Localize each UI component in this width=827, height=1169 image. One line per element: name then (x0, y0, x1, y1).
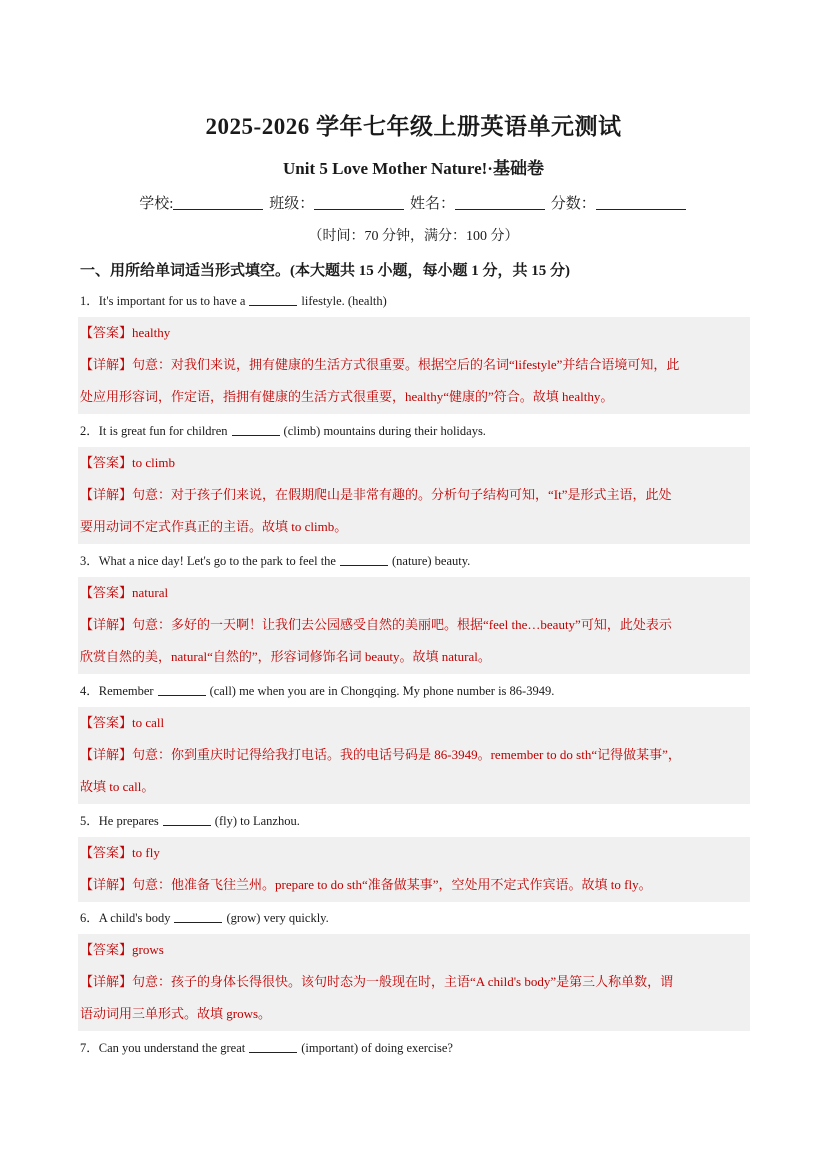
student-info-row (0, 192, 827, 213)
section-title: 一、用所给单词适当形式填空。(本大题共 15 小题，每小题 1 分，共 15 分) (80, 263, 570, 279)
school-blank (173, 195, 263, 210)
answer-text: to climb (132, 455, 175, 470)
answer-line-6: 【答案】grows (80, 942, 164, 957)
question-2: 2．It is great fun for children (climb) mountains during their holidays. (80, 424, 486, 438)
explanation-4: 【详解】句意：你到重庆时记得给我打电话。我的电话号码是 86-3949。remember to do sth“记得做某事”， 故填 to call。 (80, 747, 681, 794)
answer-blank (232, 423, 280, 436)
answer-text: grows (132, 942, 164, 957)
question-3: 3．What a nice day! Let's go to the park to feel the (nature) beauty. (80, 554, 471, 568)
question-7: 7．Can you understand the great (important) of doing exercise? (80, 1041, 453, 1055)
explanation-1: 【详解】句意：对我们来说，拥有健康的生活方式很重要。根据空后的名词“lifestyle”并结合语境可知，此 处应用形容词，作定语，指拥有健康的生活方式很重要，healthy“健康的”符合。故填 healthy。 (80, 357, 680, 404)
name-label: 姓名： (409, 196, 455, 212)
question-1: 1．It's important for us to have a lifestyle. (health) (80, 294, 387, 308)
time-note: （时间：70 分钟，满分：100 分） (308, 229, 519, 244)
answer-blank (158, 683, 206, 696)
answer-blank (174, 910, 222, 923)
answer-blank (249, 1040, 297, 1053)
answer-blank (249, 293, 297, 306)
answer-line-2: 【答案】to climb (80, 455, 175, 470)
score-blank (596, 195, 686, 210)
answer-blank (340, 553, 388, 566)
question-5: 5．He prepares (fly) to Lanzhou. (80, 814, 300, 828)
answer-line-3: 【答案】natural (80, 585, 169, 600)
answer-text: natural (132, 585, 169, 600)
answer-line-5: 【答案】to fly (80, 845, 160, 860)
answer-line-4: 【答案】to call (80, 715, 165, 730)
class-blank (314, 195, 404, 210)
answer-blank (163, 813, 211, 826)
answer-text: to call (132, 715, 165, 730)
school-label: 学校: (139, 196, 174, 212)
explanation-5: 【详解】句意：他准备飞往兰州。prepare to do sth“准备做某事”，空处用不定式作宾语。故填 to fly。 (80, 877, 652, 892)
page-title: 2025-2026 学年七年级上册英语单元测试 (205, 114, 622, 139)
question-6: 6．A child's body (grow) very quickly. (80, 911, 329, 925)
score-label: 分数： (550, 196, 596, 212)
name-blank (455, 195, 545, 210)
page-subtitle: Unit 5 Love Mother Nature!·基础卷 (283, 159, 544, 178)
answer-text: healthy (132, 325, 171, 340)
question-4: 4．Remember (call) me when you are in Chongqing. My phone number is 86-3949. (80, 684, 555, 698)
class-label: 班级： (269, 196, 315, 212)
explanation-6: 【详解】句意：孩子的身体长得很快。该句时态为一般现在时，主语“A child's body”是第三人称单数，谓 语动词用三单形式。故填 grows。 (80, 974, 674, 1021)
answer-line-1: 【答案】healthy (80, 325, 171, 340)
answer-text: to fly (132, 845, 160, 860)
explanation-2: 【详解】句意：对于孩子们来说，在假期爬山是非常有趣的。分析句子结构可知，“It”是形式主语，此处 要用动词不定式作真正的主语。故填 to climb。 (80, 487, 672, 534)
explanation-3: 【详解】句意：多好的一天啊！让我们去公园感受自然的美丽吧。根据“feel the…beauty”可知，此处表示 欣赏自然的美，natural“自然的”，形容词修饰名词 beauty。故填 natural。 (80, 617, 672, 664)
